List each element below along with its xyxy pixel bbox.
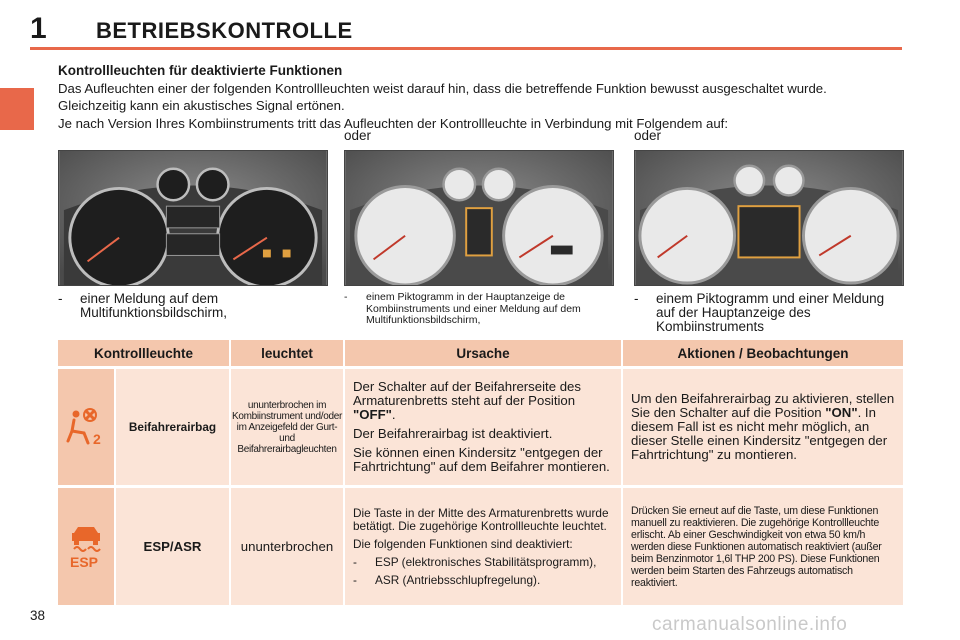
caption-dash: - [634,291,639,306]
action-paragraph [631,392,895,462]
cause-text: Der Schalter auf der Beifahrerseite des Armaturenbretts steht auf der Position [353,379,581,408]
cause-list-text: ASR (Antriebsschlupfregelung). [375,572,541,587]
chapter-side-tab [0,88,34,130]
cause-paragraph: Sie können einen Kindersitz "entgegen der Fahrtrichtung" auf dem Beifahrer montieren. [353,445,610,474]
cause-text-after: . [391,407,396,422]
cause-paragraph: Der Beifahrerairbag ist deaktiviert. [353,426,553,441]
action-text-after: . In diesem Fall ist es nicht mehr möglich, an dieser Stelle einen Kindersitz "entgegen der Fahrtrichtung" zu montieren. [631,405,888,462]
light-lit-state: ununterbrochen im Kombiinstrument und/oder im Anzeigefeld der Gurt- und Beifahrerairbagleuchten [231,369,345,485]
intro-line-3: Je nach Version Ihres Kombiinstruments tritt das Aufleuchten der Kontrollleuchte in Verbindung mit Folgendem auf: [58,115,729,131]
oder-label-2: oder [634,128,662,143]
cause-list-item: - ASR (Antriebsschlupfregelung). [353,572,541,587]
esp-off-icon [66,525,106,569]
instrument-cluster-image-1 [58,150,328,286]
page-number: 38 [30,608,46,623]
light-name: Beifahrerairbag [116,369,231,485]
action-paragraph: Drücken Sie erneut auf die Taste, um diese Funktionen manuell zu reaktivieren. Die zugehörige Kontrollleuchte erlischt. Ab einer Geschwindigkeit von etwa 50 km/h werden diese Funktionen automatisch reaktiviert (außer beim Benzinmotor 1,6l THP 200 PS). Diese Funktionen werden beim Starten des Fahrzeugs automatisch reaktiviert. [631,504,882,589]
cause-list-text: ESP (elektronisches Stabilitätsprogramm), [375,554,597,569]
caption-text: einer Meldung auf dem Multifunktionsbildschirm, [80,291,228,320]
cause-paragraph: Die Taste in der Mitte des Armaturenbretts wurde betätigt. Die zugehörige Kontrollleuchte leuchtet. [353,505,609,533]
action-bold: "ON" [825,405,858,420]
instrument-cluster-illustration [635,151,903,285]
action-cell [623,488,903,605]
cluster-caption-3 [634,292,904,334]
action-cell [623,369,903,485]
table-header [58,340,903,366]
cause-cell [345,488,623,605]
cluster-caption-2 [344,292,614,327]
icon-cell [58,369,116,485]
header-leuchtet: leuchtet [231,340,345,366]
warning-lights-table [58,340,903,605]
header-kontrollleuchte: Kontrollleuchte [58,340,231,366]
chapter-title: BETRIEBSKONTROLLE [96,18,353,43]
instrument-cluster-illustration [59,151,327,285]
caption-text: einem Piktogramm in der Hauptanzeige de Kombiinstruments und einer Meldung auf dem Multifunktionsbildschirm, [366,291,581,326]
oder-label-1: oder [344,128,372,143]
header-aktionen: Aktionen / Beobachtungen [677,345,849,361]
light-name: ESP/ASR [116,488,231,605]
svg-text:2: 2 [93,431,101,447]
caption-text: einem Piktogramm und einer Meldung auf der Hauptanzeige des Kombiinstruments [656,291,885,334]
intro-text [58,62,908,132]
table-row [58,488,903,605]
cause-cell [345,369,623,485]
airbag-off-icon [64,407,108,447]
cluster-caption-1 [58,292,328,320]
header-ursache: Ursache [345,340,623,366]
esp-icon-label: ESP [70,553,99,569]
instrument-cluster-image-2 [344,150,614,286]
table-row [58,369,903,485]
section-heading: Kontrollleuchten für deaktivierte Funktionen [58,63,343,78]
cause-list-item: - ESP (elektronisches Stabilitätsprogramm), [353,554,597,569]
instrument-cluster-image-3 [634,150,904,286]
action-text: Um den Beifahrerairbag zu aktivieren, stellen Sie den Schalter auf die Position [631,391,895,420]
chapter-number: 1 [30,12,47,45]
intro-line-2: Gleichzeitig kann ein akustisches Signal ertönen. [58,98,345,114]
caption-dash: - [344,291,348,303]
cause-paragraph [353,380,613,422]
light-lit-state: ununterbrochen [231,488,345,605]
header-rule [30,47,902,50]
icon-cell [58,488,116,605]
watermark: carmanualsonline.info [652,614,848,635]
caption-dash: - [58,291,63,306]
cause-paragraph: Die folgenden Funktionen sind deaktiviert: [353,536,573,551]
instrument-cluster-illustration [345,151,613,285]
cause-bold: "OFF" [353,407,392,422]
intro-line-1: Das Aufleuchten einer der folgenden Kontrollleuchten weist darauf hin, dass die betreffende Funktion bewusst ausgeschaltet wurde. [58,80,827,96]
